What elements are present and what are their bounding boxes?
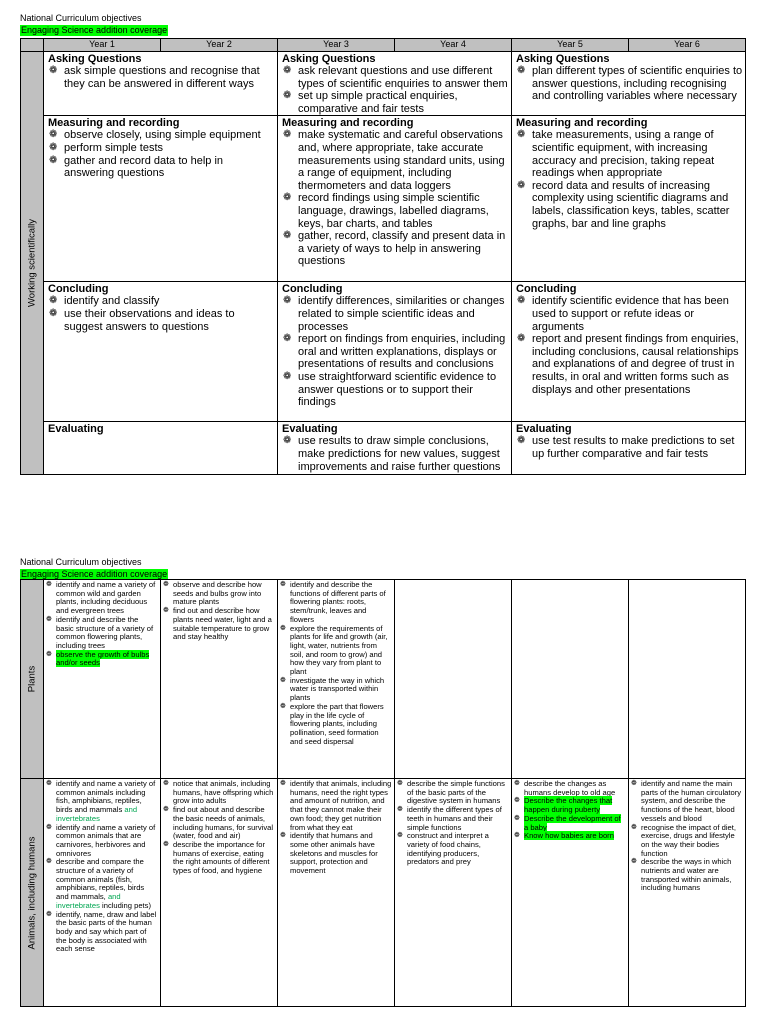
cell-plants-y3 xyxy=(278,580,395,779)
objective-list xyxy=(282,435,509,473)
objective-text: find out and describe how plants need water, light and a suitable temperature to grow and stay healthy xyxy=(173,606,272,642)
objective-item xyxy=(397,806,509,832)
objective-text: identify and describe the basic structure of a variety of common flowering plants, including trees xyxy=(56,614,154,650)
year-header: Year 4 xyxy=(395,39,512,52)
objective-item xyxy=(46,651,158,668)
cell-y1-2-concluding xyxy=(44,282,278,422)
objective-text: identify and name the main parts of the human circulatory system, and describe the functions of the heart, blood vessels and blood xyxy=(641,779,742,823)
objective-text: identify and name a variety of common animals that are carnivores, herbivores and omnivores xyxy=(56,822,156,858)
objective-text: describe the changes as humans develop to old age xyxy=(524,779,616,797)
objective-list xyxy=(280,780,392,876)
objective-item: ❁ gather, record, classify and present data in a variety of ways to help in answering questions xyxy=(282,230,509,268)
subsection-title: Concluding xyxy=(282,283,343,296)
subsection-title: Measuring and recording xyxy=(516,117,648,130)
subsection-title: Asking Questions xyxy=(282,53,376,65)
row-evaluating xyxy=(21,422,746,475)
cell-y5-6-asking xyxy=(512,52,746,116)
objective-text: describe the importance for humans of exercise, eating the right amounts of different types of food, and hygiene xyxy=(173,839,270,876)
cell-y3-4-concluding xyxy=(278,282,512,422)
objective-item xyxy=(163,806,275,841)
objective-item xyxy=(163,780,275,806)
objective-item: ❁ report and present findings from enquiries, including conclusions, causal relationships and explanations of and degree of trust in results, in oral and written forms such as displays and other presentations xyxy=(516,333,743,396)
objective-item: ❁ gather and record data to help in answering questions xyxy=(48,155,275,180)
objective-text: identify and name a variety of common wild and garden plants, including deciduous and evergreen trees xyxy=(56,580,156,616)
objective-text: identify that animals, including humans, need the right types and amount of nutrition, and that they cannot make their own food; they get nutrition from what they eat xyxy=(290,779,392,832)
side-label-cell xyxy=(21,779,44,1007)
objective-item xyxy=(280,625,392,677)
objective-text: observe and describe how seeds and bulbs grow into mature plants xyxy=(173,580,262,607)
cell-animals-y2 xyxy=(161,779,278,1007)
year-header: Year 3 xyxy=(278,39,395,52)
cell-plants-y1 xyxy=(44,580,161,779)
objective-item xyxy=(163,607,275,642)
objective-list xyxy=(516,65,743,103)
objective-item: ❁ set up simple practical enquiries, comparative and fair tests xyxy=(282,90,509,115)
objective-list xyxy=(282,295,509,408)
cell-y3-4-measuring xyxy=(278,116,512,282)
objective-text: find out about and describe the basic needs of animals, including humans, for survival (water, food and air) xyxy=(173,805,274,841)
objective-item: ❁ record data and results of increasing complexity using scientific diagrams and labels, classification keys, tables, scatter graphs, bar and line graphs xyxy=(516,180,743,230)
objective-text: Describe the development of a baby xyxy=(524,813,621,832)
working-scientifically-table xyxy=(20,38,746,475)
objective-text: describe the ways in which nutrients and water are transported within animals, including humans xyxy=(641,857,732,893)
year-header: Year 5 xyxy=(512,39,629,52)
subsection-title: Asking Questions xyxy=(516,53,610,65)
cell-plants-y5 xyxy=(512,580,629,779)
added-coverage-text: and invertebrates xyxy=(56,805,138,823)
side-label-plants: Plants xyxy=(26,665,38,693)
subsection-title: Evaluating xyxy=(516,423,572,436)
objective-list xyxy=(516,129,743,230)
objective-item xyxy=(46,824,158,859)
year-header: Year 6 xyxy=(629,39,746,52)
added-coverage-text: and invertebrates xyxy=(56,892,121,910)
objective-item xyxy=(514,815,626,832)
cell-y1-2-measuring xyxy=(44,116,278,282)
section2-legend: Engaging Science addition coverage xyxy=(21,569,168,579)
row-measuring xyxy=(21,116,746,282)
objective-text: recognise the impact of diet, exercise, drugs and lifestyle on the way their bodies function xyxy=(641,822,736,858)
objective-item xyxy=(280,677,392,703)
objective-item xyxy=(46,616,158,651)
objective-item xyxy=(46,911,158,955)
objective-item: ❁ ask simple questions and recognise that they can be answered in different ways xyxy=(48,65,275,90)
objective-text: describe the simple functions of the basic parts of the digestive system in humans xyxy=(407,779,505,806)
cell-animals-y3 xyxy=(278,779,395,1007)
section2-heading: National Curriculum objectives xyxy=(20,557,142,567)
objective-list xyxy=(163,581,275,642)
objective-text: identify and name a variety of common animals including fish, amphibians, reptiles, birds and mammals xyxy=(56,779,156,815)
row-concluding xyxy=(21,282,746,422)
side-label-cell xyxy=(21,52,44,475)
cell-y5-6-measuring xyxy=(512,116,746,282)
objective-list xyxy=(282,65,509,115)
objective-list xyxy=(516,295,743,396)
objective-item: ❁ report on findings from enquiries, including oral and written explanations, displays or presentations of results and conclusions xyxy=(282,333,509,371)
objective-item xyxy=(397,780,509,806)
objective-item: ❁ use results to draw simple conclusions, make predictions for new values, suggest improvements and raise further questions xyxy=(282,435,509,473)
objective-text: observe the growth of bulbs and/or seeds xyxy=(56,649,150,668)
objective-item xyxy=(163,841,275,876)
cell-animals-y1 xyxy=(44,779,161,1007)
objective-text: Describe the changes that happen during puberty xyxy=(524,796,613,815)
objective-item xyxy=(397,832,509,867)
objective-item xyxy=(631,858,743,893)
objective-list xyxy=(46,581,158,668)
subsection-title: Evaluating xyxy=(282,423,338,436)
year-header: Year 2 xyxy=(161,39,278,52)
objective-item: ❁ plan different types of scientific enquiries to answer questions, including recognising and controlling variables where necessary xyxy=(516,65,743,103)
objective-text: construct and interpret a variety of food chains, identifying producers, predators and prey xyxy=(407,831,489,867)
objective-list xyxy=(163,780,275,876)
objective-item xyxy=(280,703,392,747)
objective-item: ❁ use test results to make predictions to set up further comparative and fair tests xyxy=(516,435,743,460)
objective-item: ❁ identify scientific evidence that has been used to support or refute ideas or arguments xyxy=(516,295,743,333)
cell-animals-y6 xyxy=(629,779,746,1007)
objective-item: ❁ observe closely, using simple equipment xyxy=(48,129,275,142)
objective-text: describe and compare the structure of a variety of common animals (fish, amphibians, reptiles, birds and mammals, xyxy=(56,857,145,902)
cell-y3-4-evaluating xyxy=(278,422,512,475)
cell-plants-y6 xyxy=(629,580,746,779)
row-animals xyxy=(21,779,746,1007)
cell-animals-y5 xyxy=(512,779,629,1007)
objective-text: explore the requirements of plants for life and growth (air, light, water, nutrients from soil, and room to grow) and how they vary from plant to plant xyxy=(290,623,388,677)
objective-item: ❁ identify differences, similarities or changes related to simple scientific ideas and processes xyxy=(282,295,509,333)
section1-legend: Engaging Science addition coverage xyxy=(21,25,168,35)
objective-text: identify, name, draw and label the basic parts of the human body and say which part of the body is associated with each sense xyxy=(56,909,157,954)
corner-cell xyxy=(21,39,44,52)
objective-list xyxy=(516,435,743,460)
row-asking xyxy=(21,52,746,116)
objective-list xyxy=(48,129,275,179)
subsection-title: Measuring and recording xyxy=(282,117,414,130)
subsection-title: Asking Questions xyxy=(48,53,142,65)
cell-animals-y4 xyxy=(395,779,512,1007)
objective-item: ❁ record findings using simple scientific language, drawings, labelled diagrams, keys, bar charts, and tables xyxy=(282,192,509,230)
objective-item xyxy=(280,581,392,625)
objective-list xyxy=(631,780,743,893)
row-plants xyxy=(21,580,746,779)
subsection-title: Measuring and recording xyxy=(48,117,180,130)
objective-item xyxy=(631,824,743,859)
subsection-title: Concluding xyxy=(48,283,109,296)
cell-plants-y4 xyxy=(395,580,512,779)
year-header-row xyxy=(21,39,746,52)
cell-y1-2-evaluating xyxy=(44,422,278,475)
objective-list xyxy=(282,129,509,268)
subsection-title: Concluding xyxy=(516,283,577,296)
subsection-title: Evaluating xyxy=(48,423,104,436)
cell-y3-4-asking xyxy=(278,52,512,116)
objective-item xyxy=(46,858,158,910)
objective-text: identify and describe the functions of different parts of flowering plants: roots, stem/trunk, leaves and flowers xyxy=(290,580,386,624)
objective-item xyxy=(631,780,743,824)
side-label-animals: Animals, including humans xyxy=(26,835,38,950)
cell-y5-6-concluding xyxy=(512,282,746,422)
cell-y1-2-asking xyxy=(44,52,278,116)
side-label-cell xyxy=(21,580,44,779)
objective-item: ❁ take measurements, using a range of scientific equipment, with increasing accuracy and precision, taking repeat readings when appropriate xyxy=(516,129,743,179)
cell-y5-6-evaluating xyxy=(512,422,746,475)
plants-animals-table xyxy=(20,579,746,1007)
objective-text: investigate the way in which water is transported within plants xyxy=(290,675,385,703)
objective-list xyxy=(48,295,275,333)
objective-text: explore the part that flowers play in the life cycle of flowering plants, including pollination, seed formation and seed dispersal xyxy=(290,701,384,746)
objective-text: notice that animals, including humans, have offspring which grow into adults xyxy=(173,779,274,806)
objective-item xyxy=(163,581,275,607)
objective-item xyxy=(280,832,392,876)
year-header: Year 1 xyxy=(44,39,161,52)
objective-item xyxy=(514,832,626,841)
side-label: Working scientifically xyxy=(26,219,38,308)
objective-text: identify the different types of teeth in humans and their simple functions xyxy=(407,805,502,832)
objective-list xyxy=(397,780,509,867)
objective-list xyxy=(48,65,275,90)
objective-item xyxy=(280,780,392,832)
objective-item: ❁ make systematic and careful observations and, where appropriate, take accurate measurements using standard units, using a range of equipment, including thermometers and data loggers xyxy=(282,129,509,192)
section1-heading: National Curriculum objectives xyxy=(20,13,142,23)
objective-item xyxy=(514,797,626,814)
objective-item xyxy=(46,780,158,824)
objective-item: ❁ perform simple tests xyxy=(48,142,275,155)
objective-item xyxy=(514,780,626,797)
objective-item: ❁ use straightforward scientific evidence to answer questions or to support their findings xyxy=(282,371,509,409)
objective-item: ❁ identify and classify xyxy=(48,295,275,308)
objective-list xyxy=(280,581,392,746)
objective-text: including pets) xyxy=(102,900,151,910)
objective-item xyxy=(46,581,158,616)
objective-list xyxy=(46,780,158,954)
objective-text: Know how babies are born xyxy=(524,831,614,841)
objective-item: ❁ use their observations and ideas to suggest answers to questions xyxy=(48,308,275,333)
objective-text: identify that humans and some other animals have skeletons and muscles for support, protection and movement xyxy=(290,831,378,876)
objective-item: ❁ ask relevant questions and use different types of scientific enquiries to answer them xyxy=(282,65,509,90)
objective-list xyxy=(514,780,626,841)
cell-plants-y2 xyxy=(161,580,278,779)
